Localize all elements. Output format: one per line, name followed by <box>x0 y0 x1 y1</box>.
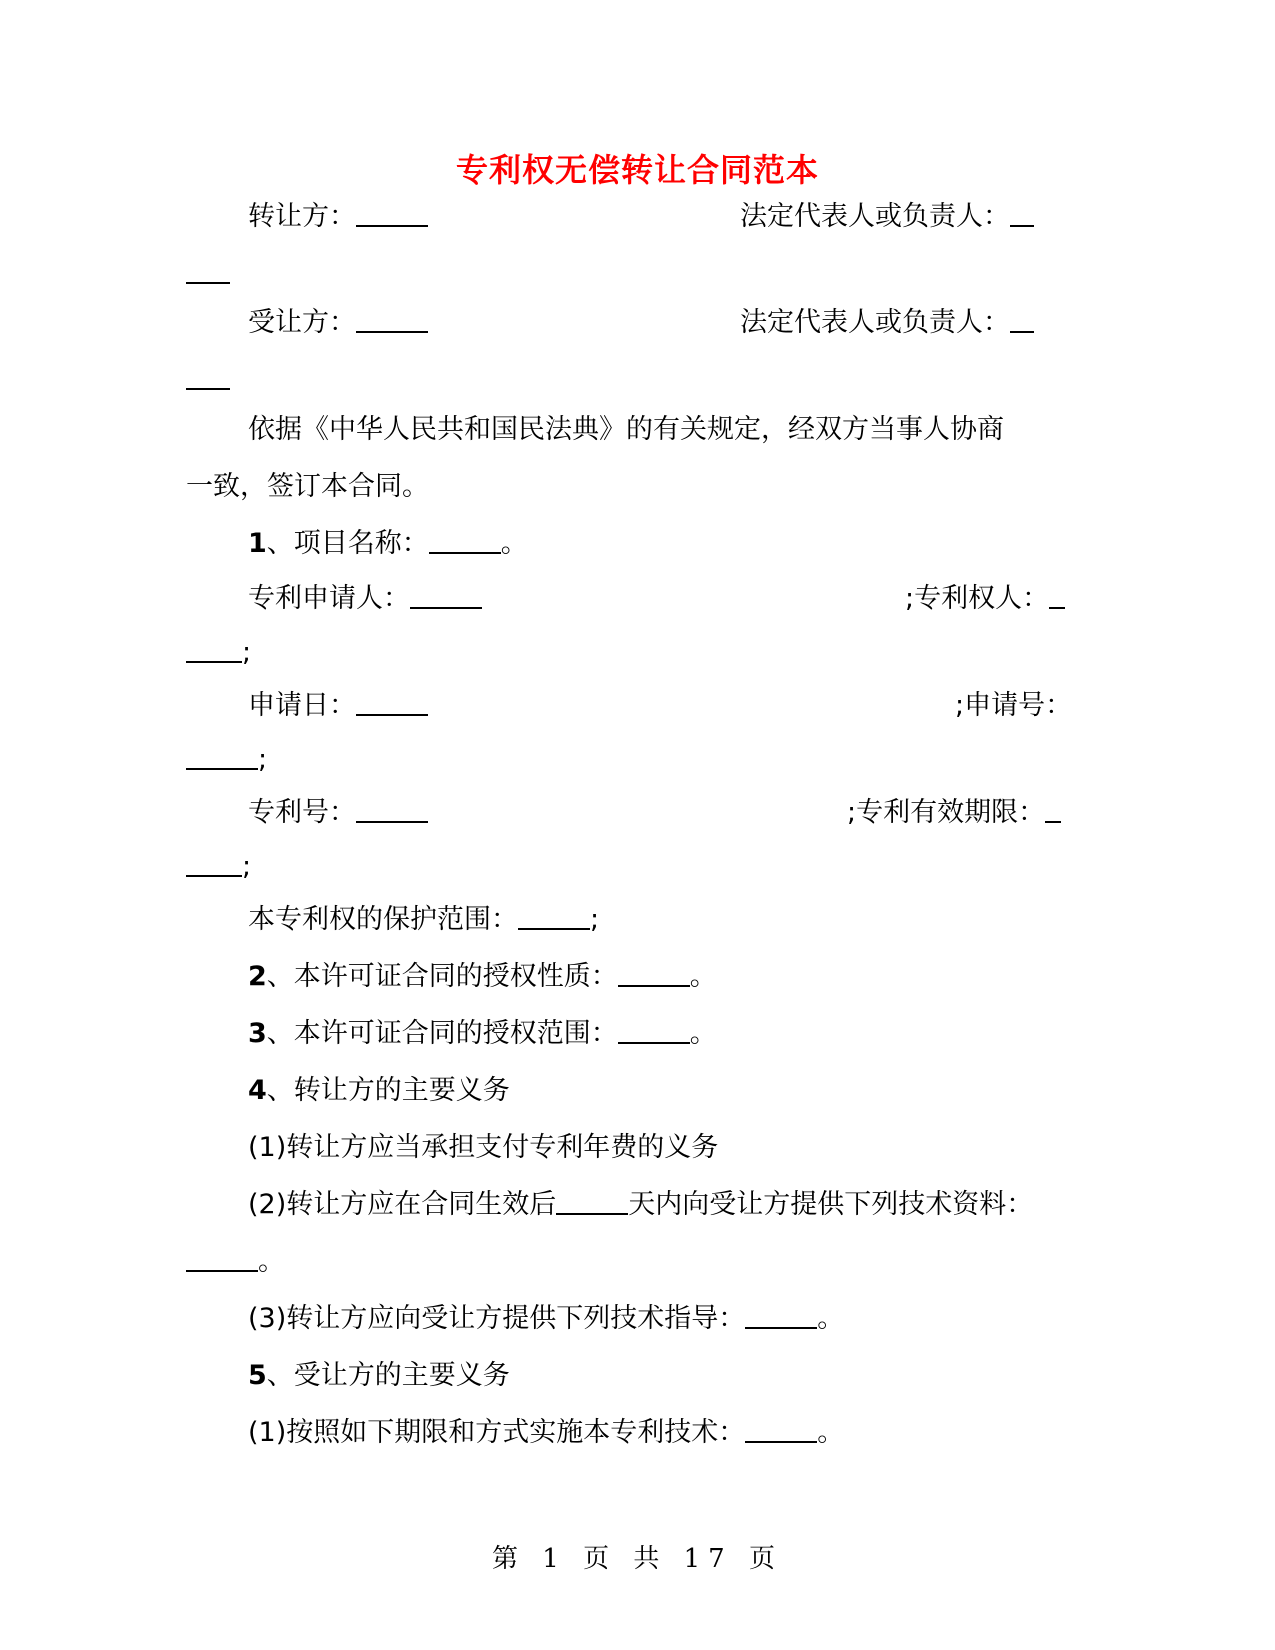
item-2-blank <box>618 959 690 987</box>
transferor-line <box>248 197 428 237</box>
item-4-2 <box>248 1185 1033 1225</box>
apply-no-label: ;申请号： <box>955 690 1073 721</box>
patentee-line <box>905 579 1065 619</box>
apply-no-blank <box>186 742 258 770</box>
item-1-blank <box>429 526 501 554</box>
apply-date-blank <box>356 688 428 716</box>
rep-line-2 <box>740 303 1034 343</box>
transferee-blank <box>356 305 428 333</box>
item-5-number: 5 <box>248 1360 267 1391</box>
rep-blank-2-continuation <box>186 362 230 390</box>
scope-semicolon: ; <box>590 904 600 935</box>
scope-blank <box>518 902 590 930</box>
validity-cont <box>186 847 251 887</box>
scope-line <box>248 900 599 940</box>
item-4-1: (1)转让方应当承担支付专利年费的义务 <box>248 1132 719 1163</box>
item-4-3-text: (3)转让方应向受让方提供下列技术指导： <box>248 1303 746 1334</box>
item-5-label: 、受让方的主要义务 <box>266 1360 510 1391</box>
validity-blank-continuation <box>186 849 242 877</box>
apply-date-line <box>248 686 428 726</box>
rep-label-2: 法定代表人或负责人： <box>740 307 1010 338</box>
transferee-label: 受让方： <box>248 307 356 338</box>
item-4-label: 、转让方的主要义务 <box>266 1075 510 1106</box>
item-4-number: 4 <box>248 1075 267 1106</box>
item-5-1-blank <box>745 1415 817 1443</box>
item-5-1-period: 。 <box>817 1417 845 1448</box>
applicant-blank <box>410 581 482 609</box>
transferee-line <box>248 303 428 343</box>
rep-blank-1-continuation <box>186 256 230 284</box>
validity-semicolon: ; <box>242 851 252 882</box>
item-2-number: 2 <box>248 961 267 992</box>
intro-line-2: 一致，签订本合同。 <box>186 471 429 502</box>
item-4-2-text-b: 天内向受让方提供下列技术资料： <box>628 1189 1034 1220</box>
item-3-period: 。 <box>689 1018 717 1049</box>
item-4-3 <box>248 1299 844 1339</box>
item-1-number: 1 <box>248 528 267 559</box>
apply-no-cont <box>186 740 267 780</box>
document-title: 专利权无偿转让合同范本 <box>455 151 819 189</box>
item-3 <box>248 1014 717 1054</box>
apply-no-line <box>955 686 1072 726</box>
item-2 <box>248 957 717 997</box>
item-3-blank <box>618 1016 690 1044</box>
item-5 <box>248 1356 510 1396</box>
item-4-2-days-blank <box>556 1187 628 1215</box>
patentee-blank <box>1049 581 1065 609</box>
item-1 <box>248 524 528 564</box>
validity-label: ;专利有效期限： <box>847 797 1046 828</box>
item-4-2-text-a: (2)转让方应在合同生效后 <box>248 1189 557 1220</box>
item-1-period: 。 <box>500 528 528 559</box>
rep-blank-2 <box>1010 305 1034 333</box>
applicant-line <box>248 579 482 619</box>
apply-date-label: 申请日： <box>248 690 356 721</box>
scope-label: 本专利权的保护范围： <box>248 904 518 935</box>
item-4-2-cont <box>186 1242 285 1282</box>
rep-line-1 <box>740 197 1034 237</box>
rep-blank-2-cont <box>186 360 230 400</box>
patent-no-label: 专利号： <box>248 797 356 828</box>
item-4-2-period: 。 <box>258 1246 285 1277</box>
item-4 <box>248 1071 510 1111</box>
patentee-label: ;专利权人： <box>905 583 1050 614</box>
patent-no-line <box>248 793 428 833</box>
item-4-3-blank <box>745 1301 817 1329</box>
applicant-label: 专利申请人： <box>248 583 410 614</box>
transferor-blank <box>356 199 428 227</box>
validity-blank <box>1045 795 1061 823</box>
rep-label-1: 法定代表人或负责人： <box>740 201 1010 232</box>
item-5-1 <box>248 1413 844 1453</box>
patentee-cont <box>186 633 251 673</box>
patent-no-blank <box>356 795 428 823</box>
item-5-1-text: (1)按照如下期限和方式实施本专利技术： <box>248 1417 746 1448</box>
patentee-blank-continuation <box>186 635 242 663</box>
item-3-label: 、本许可证合同的授权范围： <box>266 1018 618 1049</box>
rep-blank-1-cont <box>186 254 230 294</box>
item-3-number: 3 <box>248 1018 267 1049</box>
apply-no-semicolon: ; <box>258 744 268 775</box>
item-2-label: 、本许可证合同的授权性质： <box>266 961 618 992</box>
rep-blank-1 <box>1010 199 1034 227</box>
patentee-semicolon: ; <box>242 637 252 668</box>
item-4-3-period: 。 <box>817 1303 845 1334</box>
item-1-label: 、项目名称： <box>266 528 429 559</box>
intro-line-1: 依据《中华人民共和国民法典》的有关规定，经双方当事人协商 <box>248 414 1004 445</box>
page-footer: 第 1 页 共 17 页 <box>492 1544 783 1574</box>
validity-line <box>847 793 1061 833</box>
transferor-label: 转让方： <box>248 201 356 232</box>
item-4-2-materials-blank <box>186 1244 258 1272</box>
item-2-period: 。 <box>689 961 717 992</box>
